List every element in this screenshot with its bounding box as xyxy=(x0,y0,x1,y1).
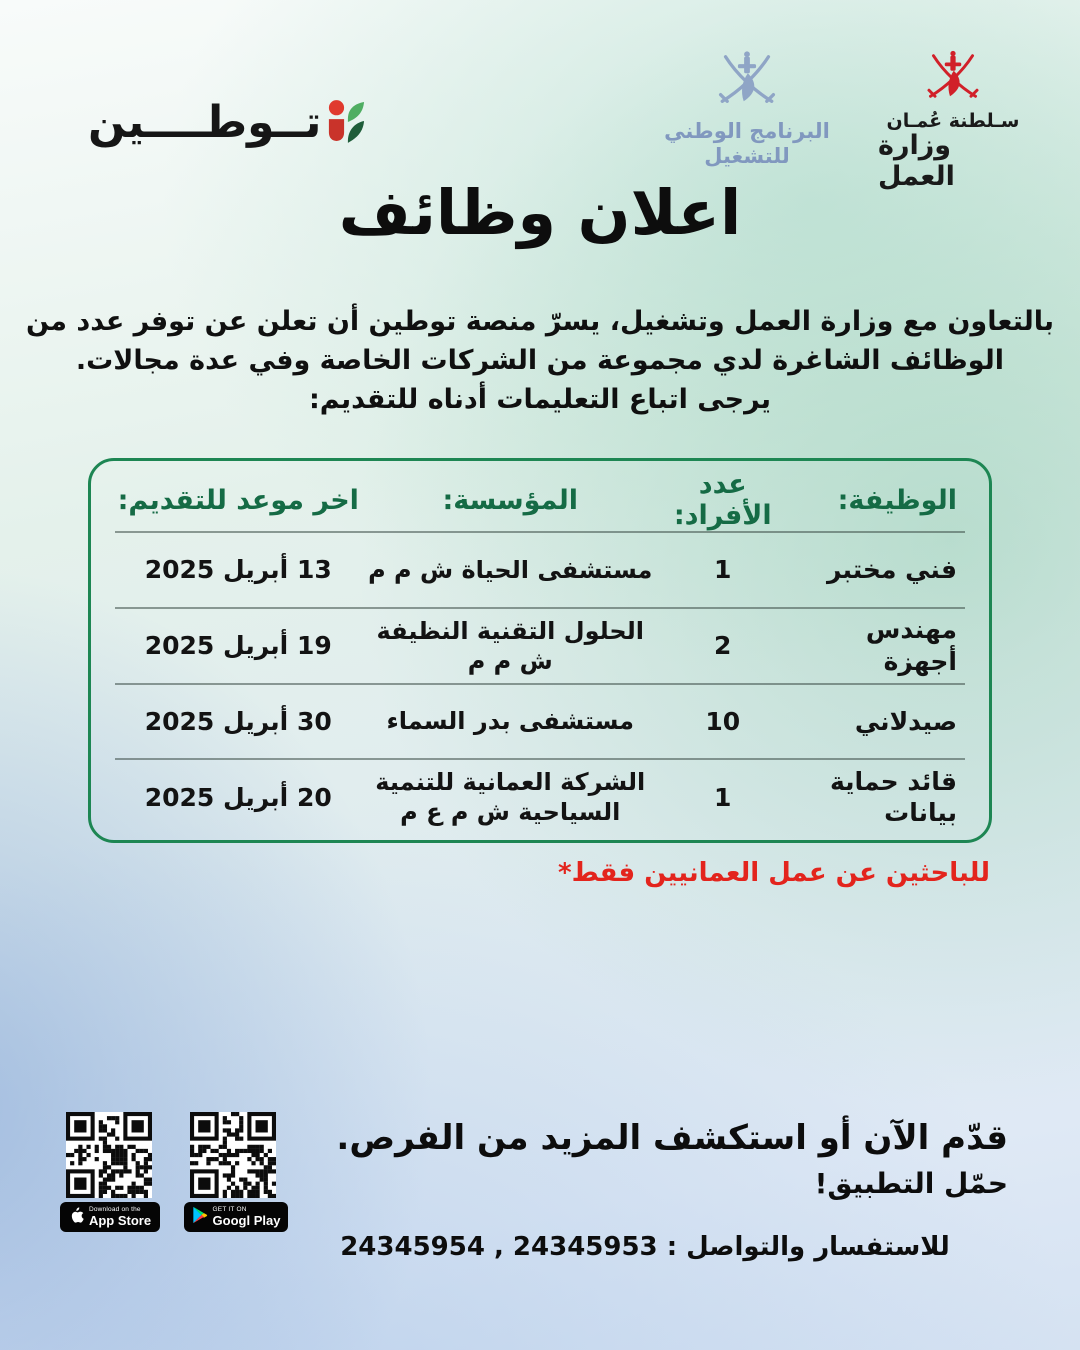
tawteen-logo-text: تــوطــــين xyxy=(88,97,322,148)
intro-line1: بالتعاون مع وزارة العمل وتشغيل، يسرّ منصة توطين أن تعلن عن توفر عدد من xyxy=(25,306,1055,337)
google-play-badge-top-text: GET IT ON xyxy=(212,1205,247,1213)
app-store-badge-bottom-text: App Store xyxy=(88,1213,152,1229)
table-row xyxy=(115,760,965,834)
gov-logos xyxy=(662,48,1028,192)
column-header-job: الوظيفة: xyxy=(837,484,957,516)
cta-block xyxy=(336,1118,1008,1200)
cta-line2: حمّل التطبيق! xyxy=(814,1166,1008,1200)
column-header-count: عدد الأفراد: xyxy=(673,469,772,531)
org-cell: الشركة العمانية للتنمية السياحية ش م ع م xyxy=(375,768,646,827)
table-row xyxy=(115,685,965,761)
table-row xyxy=(115,533,965,609)
intro-paragraph xyxy=(0,302,1080,419)
table-row xyxy=(115,609,965,685)
cta-line1: قدّم الآن أو استكشف المزيد من الفرص. xyxy=(336,1118,1008,1158)
count-cell: 1 xyxy=(714,782,732,812)
org-cell: مستشفى الحياة ش م م xyxy=(368,555,653,584)
job-title-cell: مهندس أجهزة xyxy=(865,615,957,676)
jobs-table xyxy=(88,458,992,843)
count-cell: 1 xyxy=(714,555,732,585)
apple-icon xyxy=(69,1206,84,1229)
tawteen-logo-icon xyxy=(327,98,365,148)
deadline-cell: 19 أبريل 2025 xyxy=(144,631,332,660)
job-title-cell: قائد حماية بيانات xyxy=(829,766,957,828)
job-title-cell: فني مختبر xyxy=(826,555,957,585)
deadline-cell: 30 أبريل 2025 xyxy=(144,706,332,736)
table-header-row xyxy=(115,469,965,533)
count-cell: 2 xyxy=(714,631,732,660)
column-header-deadline: اخر موعد للتقديم: xyxy=(117,484,359,516)
mol-logo-line2: وزارة العمل xyxy=(878,130,955,192)
contact-line: للاستفسار والتواصل : 24345953 , 24345954 xyxy=(340,1232,950,1262)
app-store-badge[interactable] xyxy=(60,1202,160,1232)
intro-line3: يرجى اتباع التعليمات أدناه للتقديم: xyxy=(308,384,772,416)
google-play-badge-bottom-text: Googl Play xyxy=(212,1213,281,1229)
omanis-only-note: للباحثين عن عمل العمانيين فقط* xyxy=(558,858,990,888)
org-cell: الحلول التقنية النظيفة ش م م xyxy=(376,616,644,675)
google-play-icon xyxy=(192,1206,208,1229)
org-cell: مستشفى بدر السماء xyxy=(386,707,634,736)
column-header-org: المؤسسة: xyxy=(442,484,579,516)
page-title: اعلان وظائف xyxy=(338,176,742,249)
count-cell: 10 xyxy=(705,706,741,736)
mol-logo-line1: سـلطنة عُمـان xyxy=(886,110,1020,132)
tawteen-logo xyxy=(88,98,365,148)
google-play-qr-code xyxy=(190,1112,276,1198)
national-employment-program-logo xyxy=(662,48,832,169)
app-store-qr-code xyxy=(66,1112,152,1198)
ministry-of-labour-logo xyxy=(878,48,1028,192)
google-play-badge[interactable] xyxy=(184,1202,288,1232)
oman-emblem-blue-icon xyxy=(714,48,780,114)
nep-logo-line2: للتشغيل xyxy=(704,144,790,169)
intro-line2: الوظائف الشاغرة لدي مجموعة من الشركات الخاصة وفي عدة مجالات. xyxy=(75,345,1005,377)
job-title-cell: صيدلاني xyxy=(854,706,957,736)
app-store-badge-top-text: Download on the xyxy=(88,1205,141,1213)
nep-logo-line1: البرنامج الوطني xyxy=(664,119,830,143)
oman-emblem-red-icon xyxy=(923,48,983,108)
deadline-cell: 13 أبريل 2025 xyxy=(144,555,332,585)
deadline-cell: 20 أبريل 2025 xyxy=(144,782,332,812)
